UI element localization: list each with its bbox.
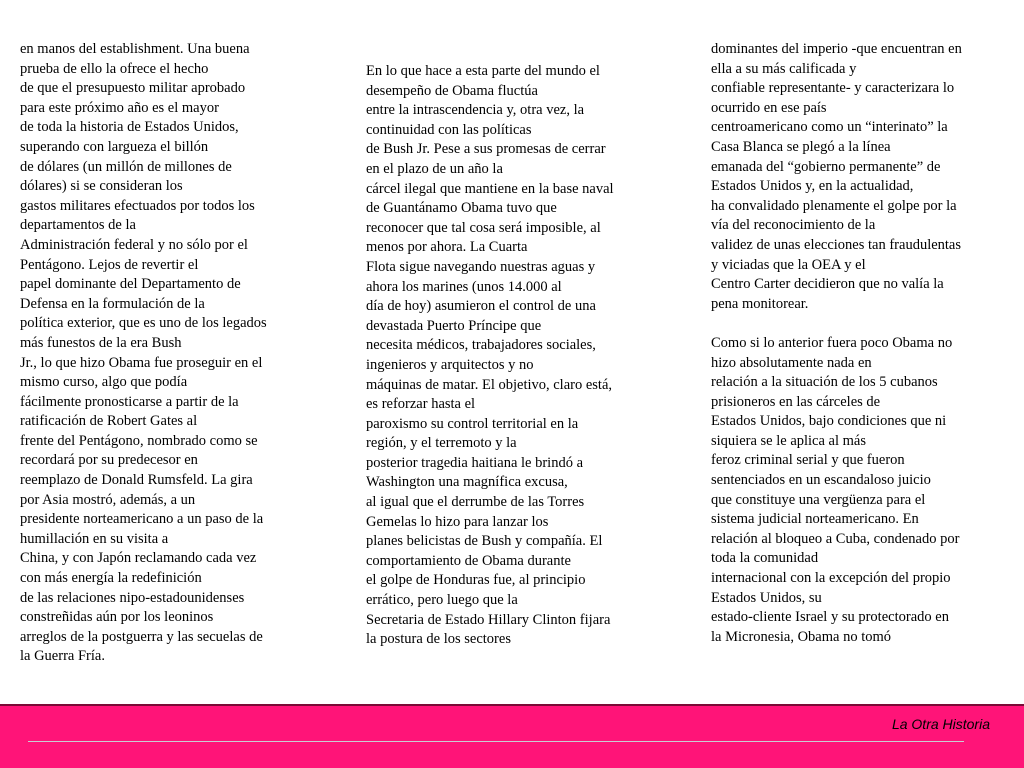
- text-line: ha convalidado plenamente el golpe por la: [711, 197, 957, 214]
- text-column-2: [366, 62, 614, 650]
- text-line: menos por ahora. La Cuarta: [366, 239, 528, 256]
- text-line: feroz criminal serial y que fueron: [711, 452, 905, 469]
- text-line: Gemelas lo hizo para lanzar los: [366, 513, 549, 530]
- text-line: paroxismo su control territorial en la: [366, 415, 579, 432]
- text-column-1: [20, 40, 267, 667]
- text-line: recordará por su predecesor en: [20, 452, 198, 469]
- text-line: emanada del “gobierno permanente” de: [711, 158, 941, 175]
- text-line: el golpe de Honduras fue, al principio: [366, 572, 586, 589]
- text-line: prisioneros en las cárceles de: [711, 393, 881, 410]
- footer-divider: [28, 741, 964, 742]
- text-line: continuidad con las políticas: [366, 121, 532, 138]
- text-line: errático, pero luego que la: [366, 592, 518, 609]
- text-line: En lo que hace a esta parte del mundo el: [366, 63, 600, 79]
- text-line: entre la intrascendencia y, otra vez, la: [366, 102, 585, 119]
- text-line: centroamericano como un “interinato” la: [711, 119, 948, 136]
- text-line: dominantes del imperio -que encuentran en: [711, 41, 962, 57]
- text-line: desempeño de Obama fluctúa: [366, 82, 538, 99]
- text-line: Flota sigue navegando nuestras aguas y: [366, 258, 596, 275]
- text-line: cárcel ilegal que mantiene en la base naval: [366, 180, 614, 197]
- footer-bar: [0, 704, 1024, 768]
- text-line: región, y el terremoto y la: [366, 435, 517, 452]
- text-line: Estados Unidos, bajo condiciones que ni: [711, 413, 947, 430]
- text-line: ratificación de Robert Gates al: [20, 413, 198, 430]
- text-line: toda la comunidad: [711, 550, 819, 567]
- text-line: de Guantánamo Obama tuvo que: [366, 200, 557, 217]
- text-line: máquinas de matar. El objetivo, claro está,: [366, 376, 613, 393]
- text-line: superando con largueza el billón: [20, 138, 209, 155]
- text-line: gastos militares efectuados por todos los: [20, 197, 255, 214]
- paragraph-gap: [711, 314, 962, 334]
- text-line: reconocer que tal cosa será imposible, al: [366, 219, 601, 236]
- text-line: confiable representante- y caracterizara lo: [711, 80, 955, 97]
- text-line: humillación en su visita a: [20, 530, 169, 547]
- text-line: necesita médicos, trabajadores sociales,: [366, 337, 596, 354]
- text-line: Jr., lo que hizo Obama fue proseguir en el: [20, 354, 263, 371]
- text-line: Secretaria de Estado Hillary Clinton fijara: [366, 611, 611, 628]
- text-line: sistema judicial norteamericano. En: [711, 511, 919, 528]
- text-line: de dólares (un millón de millones de: [20, 158, 232, 175]
- text-line: de toda la historia de Estados Unidos,: [20, 119, 239, 136]
- text-line: Estados Unidos, su: [711, 589, 822, 606]
- text-line: Como si lo anterior fuera poco Obama no: [711, 334, 953, 351]
- text-line: relación al bloqueo a Cuba, condenado por: [711, 530, 960, 547]
- text-line: y viciadas que la OEA y el: [711, 256, 866, 273]
- text-line: relación a la situación de los 5 cubanos: [711, 374, 938, 391]
- text-line: Administración federal y no sólo por el: [20, 236, 248, 253]
- text-line: dólares) si se consideran los: [20, 178, 183, 195]
- text-line: posterior tragedia haitiana le brindó a: [366, 454, 584, 471]
- text-line: de que el presupuesto militar aprobado: [20, 80, 246, 97]
- text-line: de las relaciones nipo-estadounidenses: [20, 589, 245, 606]
- text-line: ahora los marines (unos 14.000 al: [366, 278, 562, 295]
- text-line: Defensa en la formulación de la: [20, 295, 205, 312]
- text-line: siquiera se le aplica al más: [711, 432, 867, 449]
- text-line: China, y con Japón reclamando cada vez: [20, 550, 257, 567]
- text-line: estado-cliente Israel y su protectorado en: [711, 609, 949, 626]
- text-line: presidente norteamericano a un paso de la: [20, 511, 264, 528]
- text-line: con más energía la redefinición: [20, 570, 202, 587]
- text-line: es reforzar hasta el: [366, 396, 476, 413]
- text-line: al igual que el derrumbe de las Torres: [366, 494, 585, 511]
- text-line: vía del reconocimiento de la: [711, 217, 876, 234]
- text-line: planes belicistas de Bush y compañía. El: [366, 533, 603, 550]
- text-line: mismo curso, algo que podía: [20, 374, 188, 391]
- text-line: papel dominante del Departamento de: [20, 276, 241, 293]
- text-line: frente del Pentágono, nombrado como se: [20, 432, 258, 449]
- text-line: validez de unas elecciones tan fraudulentas: [711, 236, 962, 253]
- text-line: Centro Carter decidieron que no valía la: [711, 276, 944, 293]
- text-line: sentenciados en un escandaloso juicio: [711, 472, 931, 489]
- text-line: Estados Unidos y, en la actualidad,: [711, 178, 914, 195]
- text-line: comportamiento de Obama durante: [366, 552, 571, 569]
- text-line: en manos del establishment. Una buena: [20, 41, 250, 57]
- text-line: constreñidas aún por los leoninos: [20, 609, 214, 626]
- text-line: departamentos de la: [20, 217, 136, 234]
- footer-title: La Otra Historia: [891, 716, 990, 732]
- text-line: la postura de los sectores: [366, 631, 511, 648]
- text-line: ocurrido en ese país: [711, 99, 827, 116]
- text-line: reemplazo de Donald Rumsfeld. La gira: [20, 472, 253, 489]
- text-line: Washington una magnífica excusa,: [366, 474, 568, 491]
- text-line: hizo absolutamente nada en: [711, 354, 872, 371]
- text-line: de Bush Jr. Pese a sus promesas de cerrar: [366, 141, 606, 158]
- text-line: pena monitorear.: [711, 295, 809, 312]
- text-line: para este próximo año es el mayor: [20, 99, 219, 116]
- text-line: internacional con la excepción del propio: [711, 570, 951, 587]
- text-line: día de hoy) asumieron el control de una: [366, 298, 596, 315]
- text-line: por Asia mostró, además, a un: [20, 491, 196, 508]
- text-line: prueba de ello la ofrece el hecho: [20, 60, 209, 77]
- text-line: más funestos de la era Bush: [20, 334, 182, 351]
- text-line: la Guerra Fría.: [20, 648, 105, 665]
- text-line: política exterior, que es uno de los legados: [20, 315, 267, 332]
- text-line: en el plazo de un año la: [366, 160, 503, 177]
- text-line: Pentágono. Lejos de revertir el: [20, 256, 199, 273]
- text-line: que constituye una vergüenza para el: [711, 491, 926, 508]
- text-line: Casa Blanca se plegó a la línea: [711, 138, 891, 155]
- text-line: ella a su más calificada y: [711, 60, 857, 77]
- text-line: ingenieros y arquitectos y no: [366, 356, 534, 373]
- text-column-3: [711, 40, 962, 647]
- text-line: la Micronesia, Obama no tomó: [711, 628, 891, 645]
- text-line: arreglos de la postguerra y las secuelas de: [20, 628, 263, 645]
- text-line: fácilmente pronosticarse a partir de la: [20, 393, 239, 410]
- text-line: devastada Puerto Príncipe que: [366, 317, 542, 334]
